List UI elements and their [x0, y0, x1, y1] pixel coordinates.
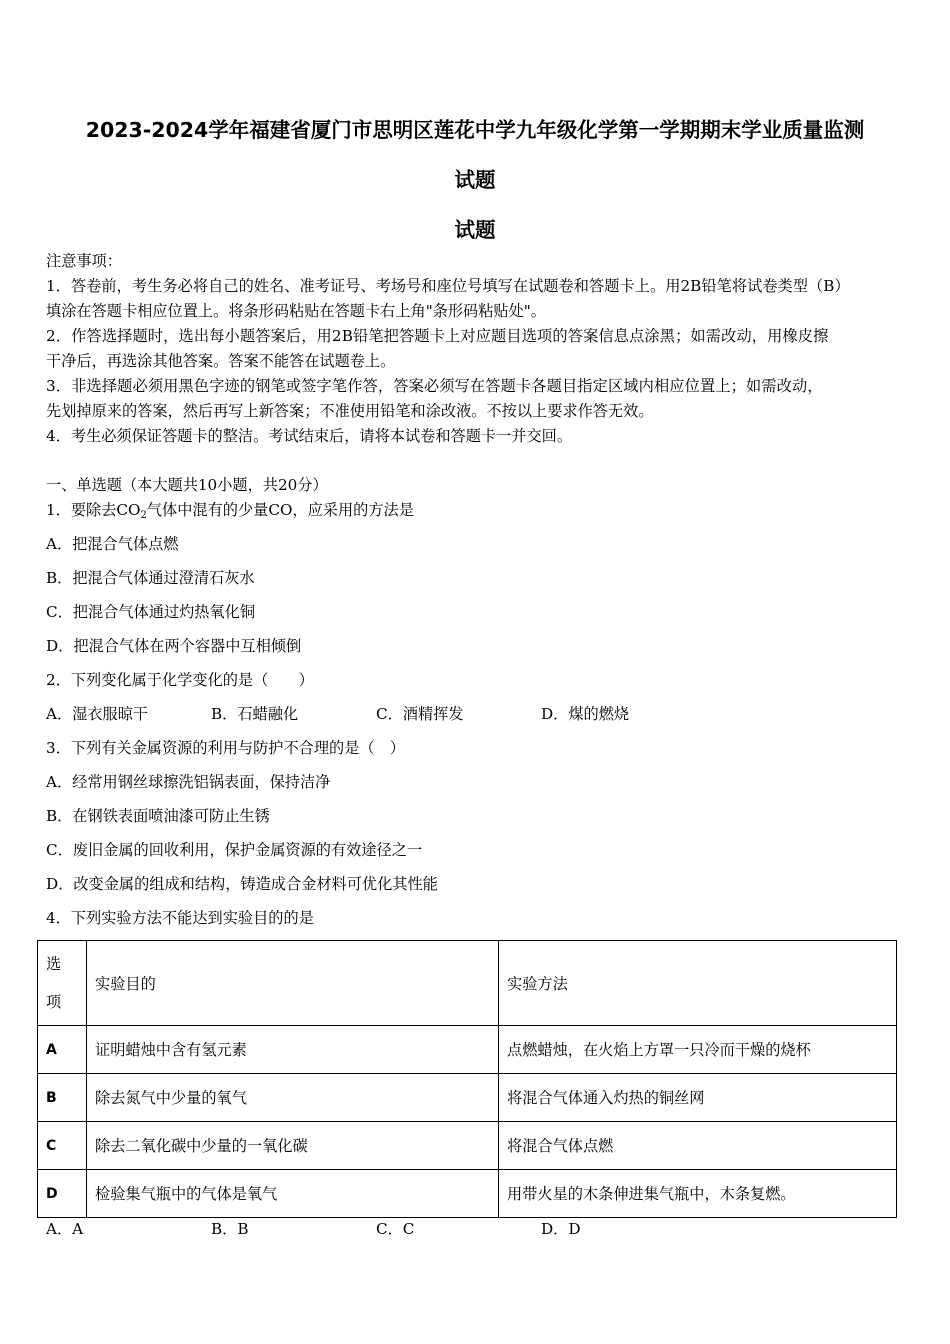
- exam-title-line3: 试题: [454, 218, 496, 242]
- notice-line: 先划掉原来的答案，然后再写上新答案；不准使用铅笔和涂改液。不按以上要求作答无效。: [46, 402, 654, 420]
- question-3-stem: 3．下列有关金属资源的利用与防护不合理的是（ ）: [46, 739, 405, 757]
- question-4-option-d: D．D: [541, 1220, 581, 1238]
- table-cell-method: 用带火星的木条伸进集气瓶中，木条复燃。: [499, 1170, 897, 1218]
- table-header-method: 实验方法: [499, 941, 897, 1026]
- question-3-option-b: B．在钢铁表面喷油漆可防止生锈: [46, 807, 270, 825]
- exam-title-line1: 2023-2024学年福建省厦门市思明区莲花中学九年级化学第一学期期末学业质量监测: [85, 118, 865, 142]
- table-cell-method: 点燃蜡烛，在火焰上方罩一只冷而干燥的烧杯: [499, 1026, 897, 1074]
- notice-line: 3．非选择题必须用黑色字迹的钢笔或签字笔作答，答案必须写在答题卡各题目指定区域内相应位置上；如需改动，: [46, 377, 823, 395]
- question-2-option-b: B．石蜡融化: [211, 705, 299, 723]
- table-header-option: 选 项: [38, 941, 87, 1026]
- table-cell-method: 将混合气体通入灼热的铜丝网: [499, 1074, 897, 1122]
- question-2-option-c: C．酒精挥发: [376, 705, 464, 723]
- question-4-option-b: B．B: [211, 1220, 249, 1238]
- exam-title-line2: 试题: [454, 168, 496, 192]
- question-1-stem: 1．要除去$CO_2$气体中混有的少量CO，应采用的方法是: [46, 501, 414, 521]
- question-4-option-a: A．A: [46, 1220, 84, 1238]
- table-row: [38, 1122, 897, 1170]
- question-1-option-b: B．把混合气体通过澄清石灰水: [46, 569, 255, 587]
- table-cell-method: 将混合气体点燃: [499, 1122, 897, 1170]
- table-cell-purpose: 除去氮气中少量的氧气: [87, 1074, 499, 1122]
- table-header-purpose: 实验目的: [87, 941, 499, 1026]
- notice-line: 填涂在答题卡相应位置上。将条形码粘贴在答题卡右上角"条形码粘贴处"。: [46, 302, 546, 320]
- notice-line: 1．答卷前，考生务必将自己的姓名、准考证号、考场号和座位号填写在试题卷和答题卡上。用2B铅笔将试卷类型（B）: [46, 277, 850, 295]
- section-heading: 一、单选题（本大题共10小题，共20分）: [46, 476, 328, 494]
- notice-line: 4．考生必须保证答题卡的整洁。考试结束后，请将本试卷和答题卡一并交回。: [46, 427, 573, 445]
- question-1-option-c: C．把混合气体通过灼热氧化铜: [46, 603, 256, 621]
- question-2-stem: 2．下列变化属于化学变化的是（ ）: [46, 671, 314, 689]
- table-cell-purpose: 检验集气瓶中的气体是氧气: [87, 1170, 499, 1218]
- notice-line: 干净后，再选涂其他答案。答案不能答在试题卷上。: [46, 352, 396, 370]
- table-row: [38, 1170, 897, 1218]
- notice-heading: 注意事项：: [46, 252, 122, 270]
- table-cell-option: B: [38, 1074, 87, 1122]
- question-1-option-d: D．把混合气体在两个容器中互相倾倒: [46, 637, 302, 655]
- question-1-option-a: A．把混合气体点燃: [46, 535, 179, 553]
- question-4-stem: 4．下列实验方法不能达到实验目的的是: [46, 909, 314, 927]
- table-cell-purpose: 证明蜡烛中含有氢元素: [87, 1026, 499, 1074]
- table-row: [38, 1074, 897, 1122]
- table-cell-option: D: [38, 1170, 87, 1218]
- question-3-option-c: C．废旧金属的回收利用，保护金属资源的有效途径之一: [46, 841, 423, 859]
- table-cell-option: A: [38, 1026, 87, 1074]
- question-2-option-a: A．湿衣服晾干: [46, 705, 149, 723]
- table-header-row: [38, 941, 897, 1026]
- table-cell-purpose: 除去二氧化碳中少量的一氧化碳: [87, 1122, 499, 1170]
- question-2-option-d: D．煤的燃烧: [541, 705, 630, 723]
- notice-line: 2．作答选择题时，选出每小题答案后，用2B铅笔把答题卡上对应题目选项的答案信息点涂黑；如需改动，用橡皮擦: [46, 327, 829, 345]
- table-row: [38, 1026, 897, 1074]
- question-4-table: [37, 940, 897, 1218]
- question-3-option-d: D．改变金属的组成和结构，铸造成合金材料可优化其性能: [46, 875, 438, 893]
- question-4-option-c: C．C: [376, 1220, 415, 1238]
- question-3-option-a: A．经常用钢丝球擦洗铝锅表面，保持洁净: [46, 773, 331, 791]
- table-cell-option: C: [38, 1122, 87, 1170]
